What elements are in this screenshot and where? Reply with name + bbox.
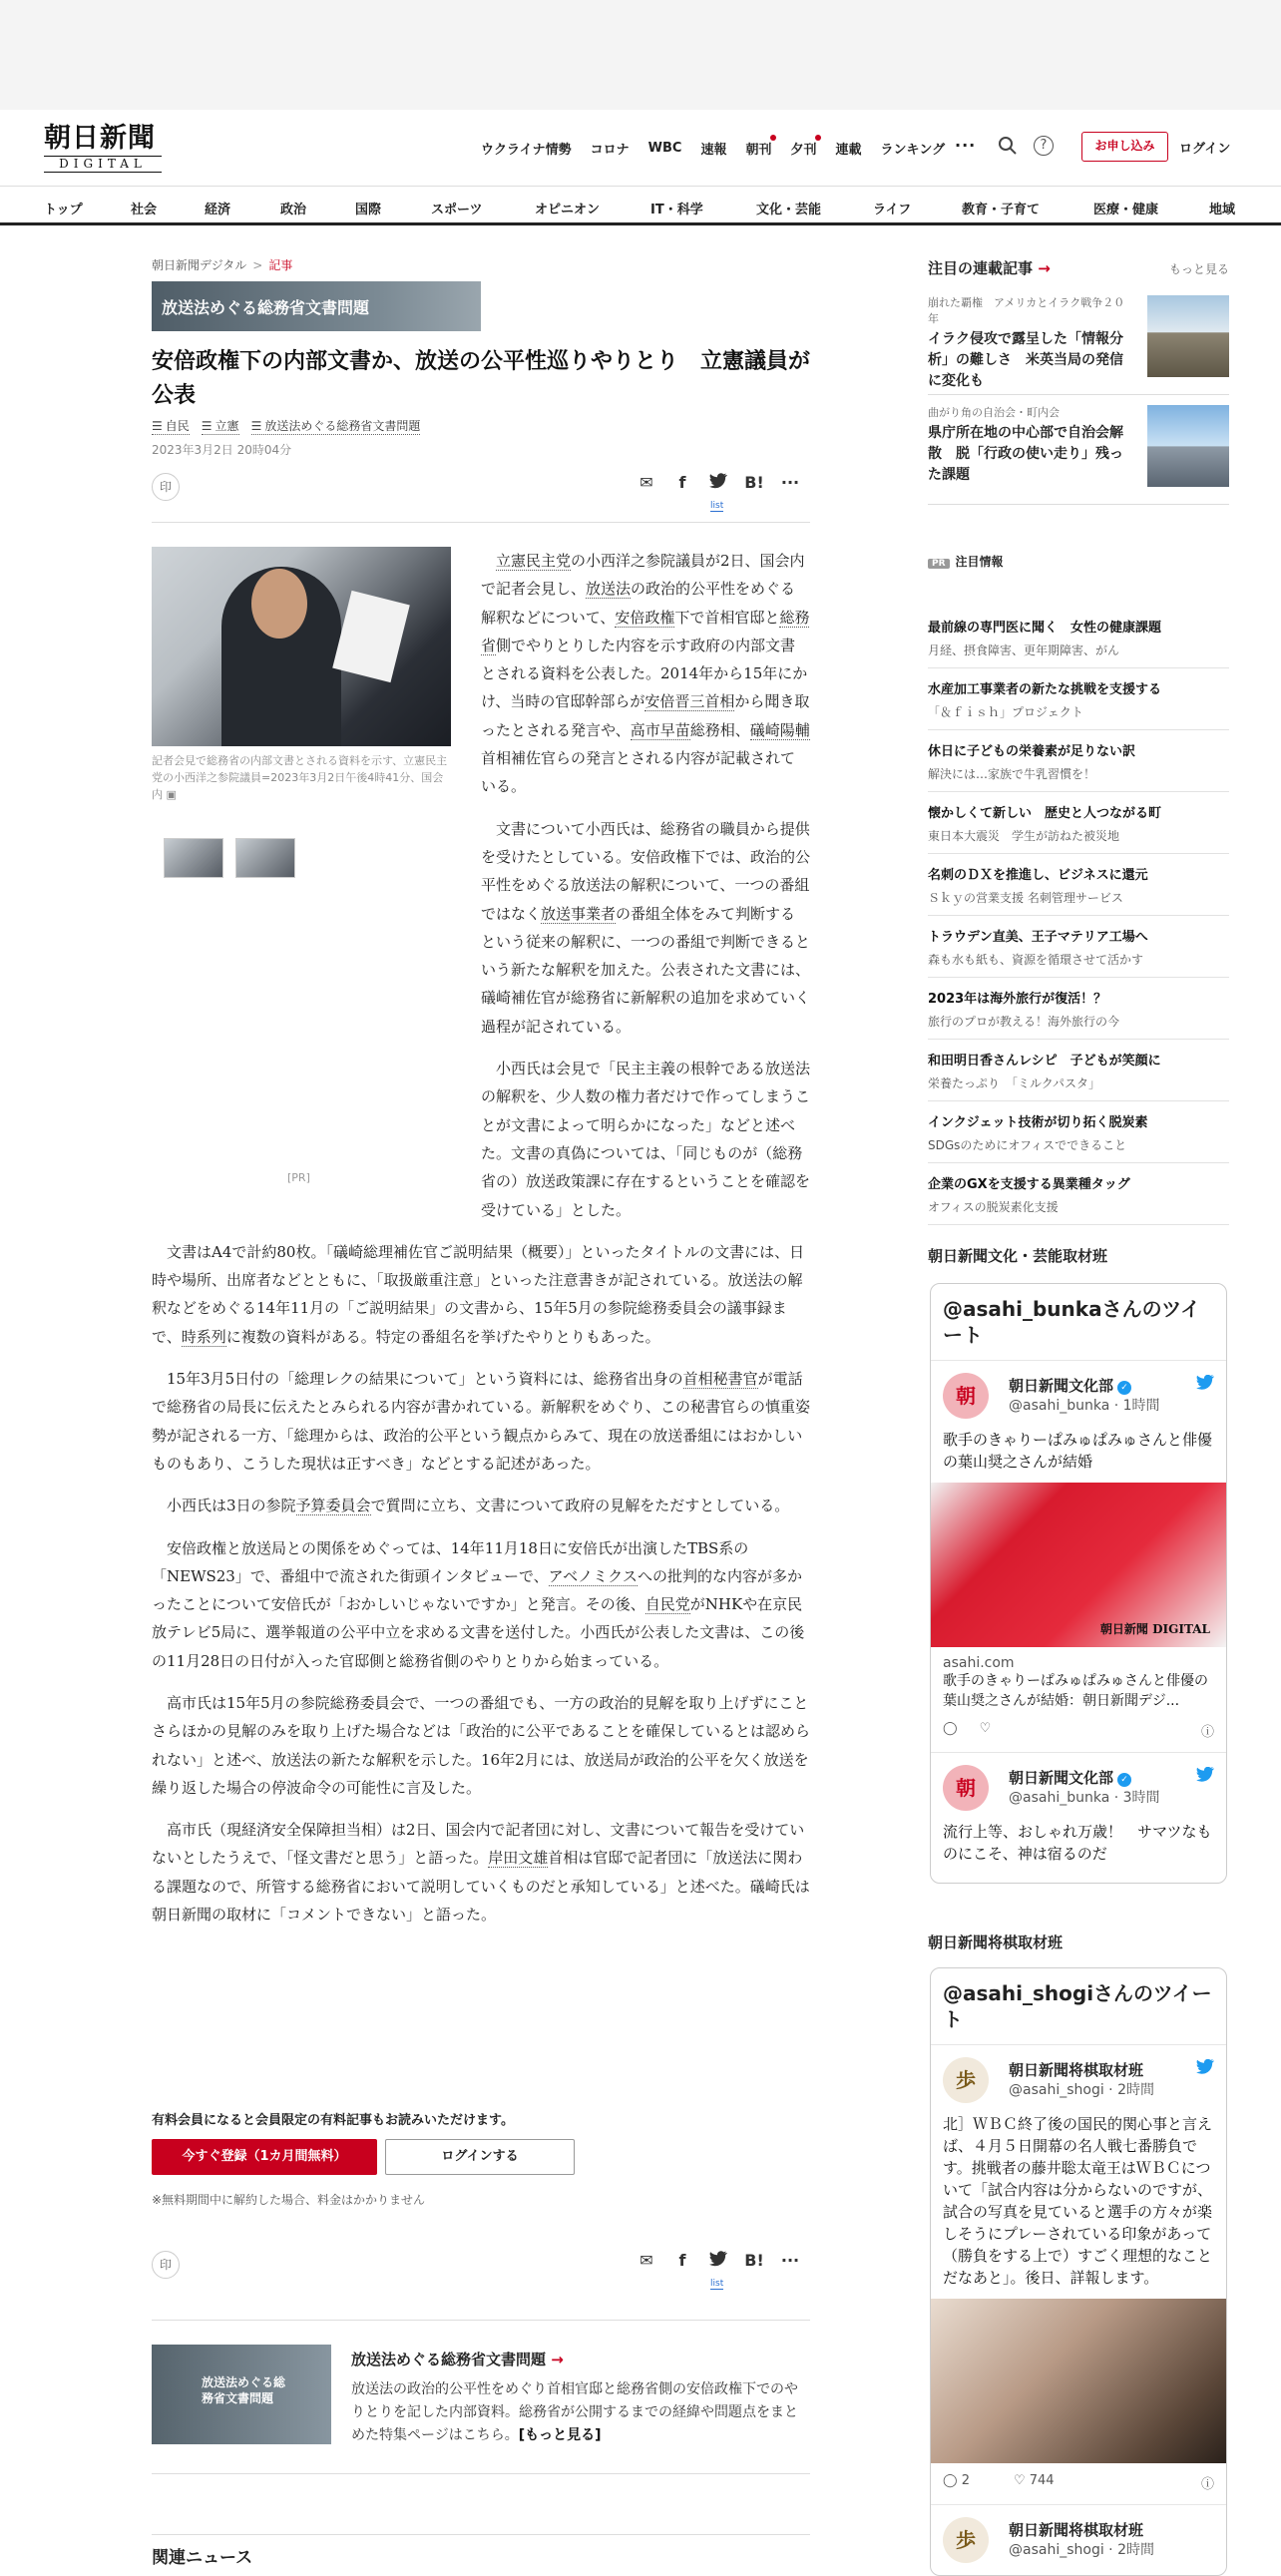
hatena-bookmark-icon[interactable]: B!: [744, 2251, 764, 2270]
facebook-icon[interactable]: f: [678, 473, 686, 492]
topnav-series[interactable]: 連載: [835, 142, 862, 158]
keyword-link[interactable]: アベノミクス: [548, 1566, 638, 1585]
serial-item[interactable]: 曲がり角の自治会・町内会 県庁所在地の中心部で自治会解散 脱「行政の使い走り」残った課題: [928, 405, 1229, 505]
cat-life[interactable]: ライフ: [873, 203, 912, 217]
tweet[interactable]: 歩 朝日新聞将棋取材班 @asahi_shogi · 2時間: [931, 2505, 1226, 2529]
tag-cdp[interactable]: ☰ 立憲: [201, 419, 239, 433]
search-icon[interactable]: [998, 136, 1020, 158]
top-nav: [481, 136, 964, 160]
cat-politics[interactable]: 政治: [280, 203, 307, 217]
verified-icon: ✓: [1117, 1773, 1131, 1787]
keyword-link[interactable]: 予算委員会: [295, 1497, 371, 1515]
like-icon[interactable]: ♡: [979, 1721, 992, 1736]
paragraph: 文書について小西氏は、総務省の職員から提供を受けたとしている。安倍政権下では、政治的公平性をめぐる放送法の解釈について、一つの番組ではなく放送事業者の番組全体をみて判断するという従来の解釈に、一つの番組で判断できるという新たな解釈を加えた。公表された文書には、礒崎補佐官が総務省に新解釈の追加を求めていく過程が記されている。: [481, 819, 811, 1036]
like-icon[interactable]: ♡ 744: [1013, 2473, 1055, 2488]
tweet[interactable]: 歩 朝日新聞将棋取材班 @asahi_shogi · 2時間 北］ＷＢＣ終了後の国民的関心事と言えば、４月５日開幕の名人戦七番勝負です。挑戦者の藤井聡太竜王はＷＢＣについて「試合内容は分からないのですが、試合の写真を見ていると選手の方々が楽しそうにプレーされている印象があって（勝負をする上で）すごく理想的なことだなあと」。後日、詳報します。 ◯ 2 ♡ 744 ⓘ: [931, 2045, 1226, 2505]
list-icon: ☰: [250, 419, 262, 433]
paragraph: 立憲民主党の小西洋之参院議員が2日、国会内で記者会見し、放送法の政治的公平性をめぐる解釈などについて、安倍政権下で首相官邸と総務省側でやりとりした内容を示す政府の内部文書とされる資料を公表した。2014年から15年にかけ、当時の官邸幹部らが安倍晋三首相から聞き取ったとされる発言や、高市早苗総務相、礒崎陽輔首相補佐官らの発言とされる内容が記載されている。: [481, 552, 810, 796]
series-card: [152, 2345, 810, 2474]
tag-series[interactable]: ☰ 放送法めぐる総務省文書問題: [250, 419, 421, 433]
pr-item[interactable]: トラウデン直美、王子マテリア工場へ 森も水も紙も、資源を循環させて活かす: [928, 916, 1229, 978]
twitter-timeline-shogi[interactable]: [930, 1967, 1227, 2576]
gallery-icon[interactable]: ▣: [166, 788, 177, 801]
article-date: 2023年3月2日 20時04分: [152, 443, 292, 457]
topnav-ranking[interactable]: ランキング: [880, 142, 946, 158]
arrow-right-icon: →: [551, 2351, 564, 2368]
topnav-wbc[interactable]: WBC: [647, 140, 682, 156]
series-banner[interactable]: 放送法めぐる総務省文書問題: [152, 281, 481, 331]
series-card-title[interactable]: 放送法めぐる総務省文書問題 →: [351, 2351, 564, 2368]
serial-section-header: 注目の連載記事 → もっと見る: [928, 259, 1229, 277]
twitter-icon[interactable]: [708, 473, 728, 493]
keyword-link[interactable]: 自民党: [644, 1595, 690, 1614]
paragraph: 高市氏（現経済安全保障担当相）は2日、国会内で記者団に対し、文書について報告を受けていないとしたうえで、「怪文書だと思う」と語った。岸田文雄首相は官邸で記者団に「放送法に関わる課題なので、所管する総務省において説明していくものだと承知している」と述べた。礒崎氏は朝日新聞の取材に「コメントできない」と語った。: [152, 1821, 810, 1925]
info-icon[interactable]: ⓘ: [1200, 2477, 1214, 2492]
keyword-link[interactable]: 時系列: [181, 1327, 226, 1346]
login-link[interactable]: ログイン: [1179, 142, 1231, 157]
share-list-link[interactable]: list: [710, 501, 724, 511]
tweet-media-image[interactable]: 朝日新聞 DIGITAL: [931, 1483, 1226, 1647]
new-dot: [770, 135, 776, 141]
category-nav: [0, 186, 1281, 225]
share-bar-bottom: [152, 2241, 810, 2321]
serial-list: [928, 295, 1229, 505]
link-domain: asahi.com: [943, 1655, 1015, 1671]
share-bar-top: [152, 463, 810, 523]
paragraph: 安倍政権と放送局との関係をめぐっては、14年11月18日に安倍氏が出演したTBS系の「NEWS23」で、番組中で流された街頭インタビューで、アベノミクスへの批判的な内容が多かったことについて安倍氏が「おかしいじゃないですか」と発言。その後、自民党がNHKや在京民放テレビ5局に、選挙報道の公平中立を求める文書を送付した。小西氏が公表した文書は、この後の11月28日の日付が入った官邸側と総務省側のやりとりから始まっている。: [152, 1538, 805, 1670]
cat-health[interactable]: 医療・健康: [1093, 203, 1159, 217]
avatar[interactable]: 歩: [943, 2517, 989, 2563]
avatar[interactable]: 朝: [943, 1373, 989, 1419]
subscribe-button[interactable]: お申し込み: [1081, 132, 1168, 162]
pr-item[interactable]: 休日に子どもの栄養素が足りない訳 解決には…家族で牛乳習慣を！: [928, 730, 1229, 792]
cat-international[interactable]: 国際: [355, 203, 382, 217]
cat-education[interactable]: 教育・子育て: [962, 203, 1041, 217]
login-button[interactable]: ログインする: [385, 2139, 575, 2175]
paywall-footnote: ※無料期間中に解約した場合、料金はかかりません: [152, 2193, 426, 2207]
new-dot: [815, 135, 821, 141]
keyword-link[interactable]: 安倍政権: [615, 608, 675, 627]
top-ad-space: [0, 0, 1281, 110]
more-menu-button[interactable]: ···: [955, 136, 977, 155]
shogi-section-heading: 朝日新聞将棋取材班: [928, 1933, 1064, 1951]
keyword-link[interactable]: 放送事業者: [541, 904, 617, 923]
article-tags: [152, 417, 432, 435]
pr-item[interactable]: 企業のGXを支援する異業種タッグ オフィスの脱炭素化支援: [928, 1163, 1229, 1225]
register-button[interactable]: 今すぐ登録（1カ月間無料）: [152, 2139, 377, 2175]
cat-sports[interactable]: スポーツ: [431, 203, 483, 217]
share-list-link[interactable]: list: [710, 2279, 724, 2289]
breadcrumb-current: 記事: [268, 258, 293, 272]
cat-culture[interactable]: 文化・芸能: [756, 203, 822, 217]
mail-icon[interactable]: ✉: [640, 473, 653, 492]
cat-opinion[interactable]: オピニオン: [535, 203, 601, 217]
cat-economy[interactable]: 経済: [205, 203, 231, 217]
keyword-link[interactable]: 岸田文雄: [488, 1849, 549, 1868]
reply-icon[interactable]: ◯ 2: [943, 2473, 970, 2488]
cat-society[interactable]: 社会: [131, 203, 158, 217]
pr-section-label: PR 注目情報: [928, 553, 1004, 570]
keyword-link[interactable]: 放送法: [586, 580, 632, 599]
topnav-evening-edition[interactable]: 夕刊: [790, 139, 816, 158]
paragraph: 15年3月5日付の「総理レクの結果について」という資料には、総務省出身の首相秘書官が電話で総務省の局長に伝えたとみられる内容が書かれている。新解釈をめぐり、この秘書官らの慎重姿勢が記される一方、「総理からは、政治的公平という観点からみて、現在の放送番組にはおかしいものもあり、こうした現状は正すべき」などとする記述があった。: [152, 1370, 811, 1473]
info-icon[interactable]: ⓘ: [1200, 1725, 1214, 1740]
pr-item[interactable]: 水産加工事業者の新たな挑戦を支援する 「＆ｆｉｓｈ」プロジェクト: [928, 668, 1229, 730]
pr-list: [928, 607, 1229, 1225]
tweet-media-image[interactable]: [931, 2299, 1226, 2463]
series-card-thumbnail[interactable]: 放送法めぐる総務省文書問題: [152, 2345, 331, 2444]
twitter-bird-icon[interactable]: [1196, 1375, 1214, 1394]
more-link[interactable]: [もっと見る]: [518, 2427, 602, 2443]
keyword-link[interactable]: 礒崎陽輔: [749, 720, 810, 739]
topnav-morning-edition[interactable]: 朝刊: [745, 139, 771, 158]
more-share-icon[interactable]: ···: [780, 2251, 800, 2270]
site-header: [0, 110, 1281, 186]
serial-item[interactable]: 崩れた覇権 アメリカとイラク戦争２０年 イラク侵攻で露呈した「情報分析」の難しさ 米英当局の発信に変化も: [928, 295, 1229, 395]
topnav-corona[interactable]: コロナ: [590, 142, 630, 158]
breadcrumb: 朝日新聞デジタル > 記事: [152, 258, 293, 272]
pr-item[interactable]: 和田明日香さんレシピ 子どもが笑顔に 栄養たっぷり 「ミルクパスタ」: [928, 1040, 1229, 1101]
pr-item[interactable]: インクジェット技術が切り拓く脱炭素 SDGsのためにオフィスでできること: [928, 1101, 1229, 1163]
cat-it-science[interactable]: IT・科学: [650, 203, 703, 217]
series-card-description: 放送法の政治的公平性をめぐり首相官邸と総務省側の安倍政権下でのやりとりを記した内部資料。総務省が公開するまでの経緯や問題点をまとめた特集ページはこちら。[もっと見る]: [351, 2381, 798, 2443]
list-icon: ☰: [152, 419, 163, 433]
avatar[interactable]: 歩: [943, 2057, 989, 2103]
more-share-icon[interactable]: ···: [780, 473, 800, 492]
avatar[interactable]: 朝: [943, 1765, 989, 1811]
keyword-link[interactable]: 立憲民主党: [496, 552, 572, 570]
article-body: [152, 547, 810, 1942]
serial-thumbnail: [1147, 295, 1229, 377]
paragraph: 文書はA4で計約80枚。「礒崎総理補佐官ご説明結果（概要）」といったタイトルの文書には、日時や場所、出席者などとともに、「取扱厳重注意」といった注意書きが記されている。放送法の解釈などをめぐる14年11月の「ご説明結果」の文書から、15年5月の参院総務委員会の議事録まで、時系列に複数の資料がある。特定の番組名を挙げたやりとりもあった。: [152, 1242, 805, 1346]
pr-item[interactable]: 最前線の専門医に聞く 女性の健康課題 月経、摂食障害、更年期障害、がん: [928, 607, 1229, 668]
paragraph: 小西氏は会見で「民主主義の根幹である放送法の解釈を、少人数の権力者だけで作ってしまうことが文書によって明らかになった」などと述べた。文書の真偽については、「同じものが（総務省の）放送政策課に存在するということを確認を受けている」とした。: [481, 1060, 811, 1219]
tweet[interactable]: 朝 朝日新聞文化部 ✓ @asahi_bunka · 3時間 流行上等、おしゃれ万歳！ サマツなものにこそ、神は宿るのだ: [931, 1753, 1226, 1877]
list-icon: ☰: [201, 419, 213, 433]
pr-label: [PR]: [287, 1171, 310, 1184]
bunka-section-heading: 朝日新聞文化・芸能取材班: [928, 1247, 1108, 1265]
twitter-timeline-bunka[interactable]: [930, 1283, 1227, 1884]
keyword-link[interactable]: 安倍晋三首相: [644, 692, 735, 711]
article-title: 安倍政権下の内部文書か、放送の公平性巡りやりとり 立憲議員が公表: [152, 349, 811, 408]
paywall-note: 有料会員になると会員限定の有料記事もお読みいただけます。: [152, 2113, 514, 2128]
print-icon[interactable]: 印: [152, 473, 180, 501]
reply-icon[interactable]: ◯: [943, 1721, 958, 1736]
timeline-title: @asahi_bunkaさんのツイート: [931, 1284, 1226, 1361]
timeline-title: @asahi_shogiさんのツイート: [931, 1968, 1226, 2045]
keyword-link[interactable]: 高市早苗: [630, 720, 690, 739]
pr-item[interactable]: 2023年は海外旅行が復活！？ 旅行のプロが教える！海外旅行の今: [928, 978, 1229, 1040]
topnav-ukraine[interactable]: ウクライナ情勢: [481, 142, 572, 158]
mail-icon[interactable]: ✉: [640, 2251, 653, 2270]
serial-more-link[interactable]: もっと見る: [1168, 262, 1229, 276]
facebook-icon[interactable]: f: [678, 2251, 686, 2270]
serial-thumbnail: [1147, 405, 1229, 487]
pr-item[interactable]: 懐かしくて新しい 歴史と人つながる町 東日本大震災 学生が訪ねた被災地: [928, 792, 1229, 854]
print-icon[interactable]: 印: [152, 2251, 180, 2279]
keyword-link[interactable]: 総務省: [481, 608, 810, 654]
site-logo[interactable]: 朝日新聞 DIGITAL: [44, 124, 174, 172]
keyword-link[interactable]: 首相秘書官: [682, 1370, 758, 1389]
link-card-title[interactable]: 歌手のきゃりーぱみゅぱみゅさんと俳優の葉山奨之さんが結婚：朝日新聞デジ...: [943, 1673, 1208, 1709]
arrow-right-icon: →: [1038, 259, 1051, 277]
twitter-bird-icon[interactable]: [1196, 1767, 1214, 1786]
paragraph: 高市氏は15年5月の参院総務委員会で、一つの番組でも、一方の政治的見解を取り上げずにことさらほかの見解のみを取り上げた場合などは「政治的に公平であることを確保しているとは認められない」と述べ、放送法の新たな解釈を示した。16年2月には、放送局が政治的公平を欠く放送を繰り返した場合の停波命令の可能性に言及した。: [152, 1693, 811, 1797]
hatena-bookmark-icon[interactable]: B!: [744, 473, 764, 492]
cat-top[interactable]: トップ: [44, 203, 83, 217]
twitter-bird-icon[interactable]: [1196, 2059, 1214, 2078]
cat-region[interactable]: 地域: [1209, 203, 1236, 217]
related-news-heading: 関連ニュース: [152, 2534, 810, 2568]
twitter-icon[interactable]: [708, 2251, 728, 2271]
photo-caption: 記者会見で総務省の内部文書とされる資料を示す、立憲民主党の小西洋之参院議員=2023年3月2日午後4時41分、国会内 ▣: [152, 754, 448, 801]
tag-ldp[interactable]: ☰ 自民: [152, 419, 190, 433]
tweet[interactable]: 朝 朝日新聞文化部 ✓ @asahi_bunka · 1時間 歌手のきゃりーぱみゅぱみゅさんと俳優の葉山奨之さんが結婚 朝日新聞 DIGITAL asahi.com 歌手のきゃりーぱみゅぱみゅさんと俳優の葉山奨之さんが結婚：朝日新聞デジ... ◯ ♡ ⓘ: [931, 1361, 1226, 1753]
help-icon[interactable]: ?: [1034, 136, 1054, 156]
topnav-breaking[interactable]: 速報: [700, 142, 727, 158]
breadcrumb-home[interactable]: 朝日新聞デジタル: [152, 258, 247, 272]
pr-item[interactable]: 名刺のＤＸを推進し、ビジネスに還元 Ｓｋｙの営業支援 名刺管理サービス: [928, 854, 1229, 916]
paragraph: 小西氏は3日の参院予算委員会で質問に立ち、文書について政府の見解をただすとしている。: [167, 1497, 790, 1515]
verified-icon: ✓: [1117, 1381, 1131, 1395]
